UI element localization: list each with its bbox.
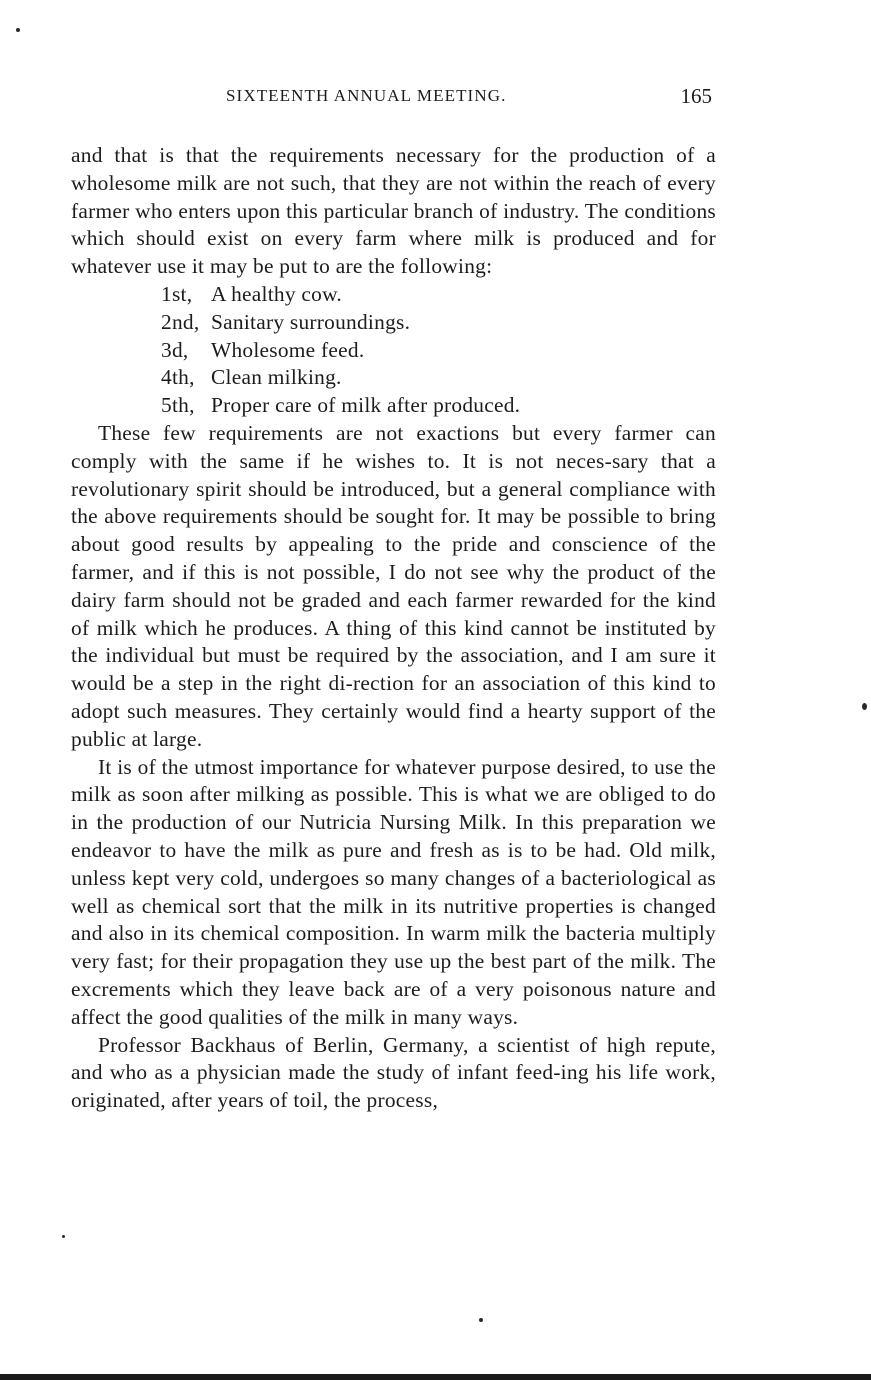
running-title: SIXTEENTH ANNUAL MEETING. <box>226 86 507 105</box>
scan-bottom-border <box>0 1374 871 1380</box>
list-item <box>161 309 716 337</box>
scan-speck <box>862 703 867 710</box>
list-item-number: 2nd, <box>161 309 200 334</box>
paragraph-milk-freshness: It is of the utmost importance for whatever purpose desired, to use the milk as soon after milking as possible. This is what we are obliged to do in the production of our Nutricia Nursing Milk. In this preparation we endeavor to have the milk as pure and fresh as is to be had. Old milk, unless kept very cold, undergoes so many changes of a bacteriological as well as chemical sort that the milk in its nutritive properties is changed and also in its chemical composition. In warm milk the bacteria multiply very fast; for their propagation they use up the best part of the milk. The excrements which they leave back are of a very poisonous nature and affect the good qualities of the milk in many ways. <box>71 754 716 1029</box>
scan-speck <box>479 1318 483 1322</box>
scan-speck <box>16 28 20 32</box>
list-item-text: Proper care of milk after produced. <box>211 393 521 418</box>
list-item <box>161 364 716 392</box>
list-item-number: 5th, <box>161 393 195 418</box>
paragraph-backhaus: Professor Backhaus of Berlin, Germany, a scientist of high repute, and who as a physician made the study of infant feed-ing his life work, originated, after years of toil, the process, <box>71 1032 716 1113</box>
page-number: 165 <box>680 84 712 108</box>
list-item <box>161 392 716 420</box>
running-header <box>70 84 715 110</box>
list-item-text: Wholesome feed. <box>211 337 365 362</box>
list-item-number: 1st, <box>161 281 193 306</box>
requirements-list <box>71 281 716 420</box>
list-item-number: 3d, <box>161 337 189 362</box>
list-item-text: Clean milking. <box>211 365 342 390</box>
list-item <box>161 281 716 309</box>
body-text <box>71 142 716 1115</box>
intro-paragraph: and that is that the requirements necessary for the production of a wholesome milk are not such, that they are not within the reach of every farmer who enters upon this particular branch of industry. The conditions which should exist on every farm where milk is produced and for whatever use it may be put to are the following: <box>71 143 716 279</box>
paragraph-requirements-discussion: These few requirements are not exactions but every farmer can comply with the same if he wishes to. It is not neces-sary that a revolutionary spirit should be introduced, but a general compliance with the above requirements should be sought for. It may be possible to bring about good results by appealing to the pride and conscience of the farmer, and if this is not possible, I do not see why the product of the dairy farm should not be graded and each farmer rewarded for the kind of milk which he produces. A thing of this kind cannot be instituted by the individual but must be required by the association, and I am sure it would be a step in the right di-rection for an association of this kind to adopt such measures. They certainly would find a hearty support of the public at large. <box>71 420 716 751</box>
list-item-text: A healthy cow. <box>211 281 343 306</box>
list-item-number: 4th, <box>161 365 195 390</box>
list-item-text: Sanitary surroundings. <box>211 309 411 334</box>
list-item <box>161 337 716 365</box>
scan-speck <box>62 1235 65 1238</box>
